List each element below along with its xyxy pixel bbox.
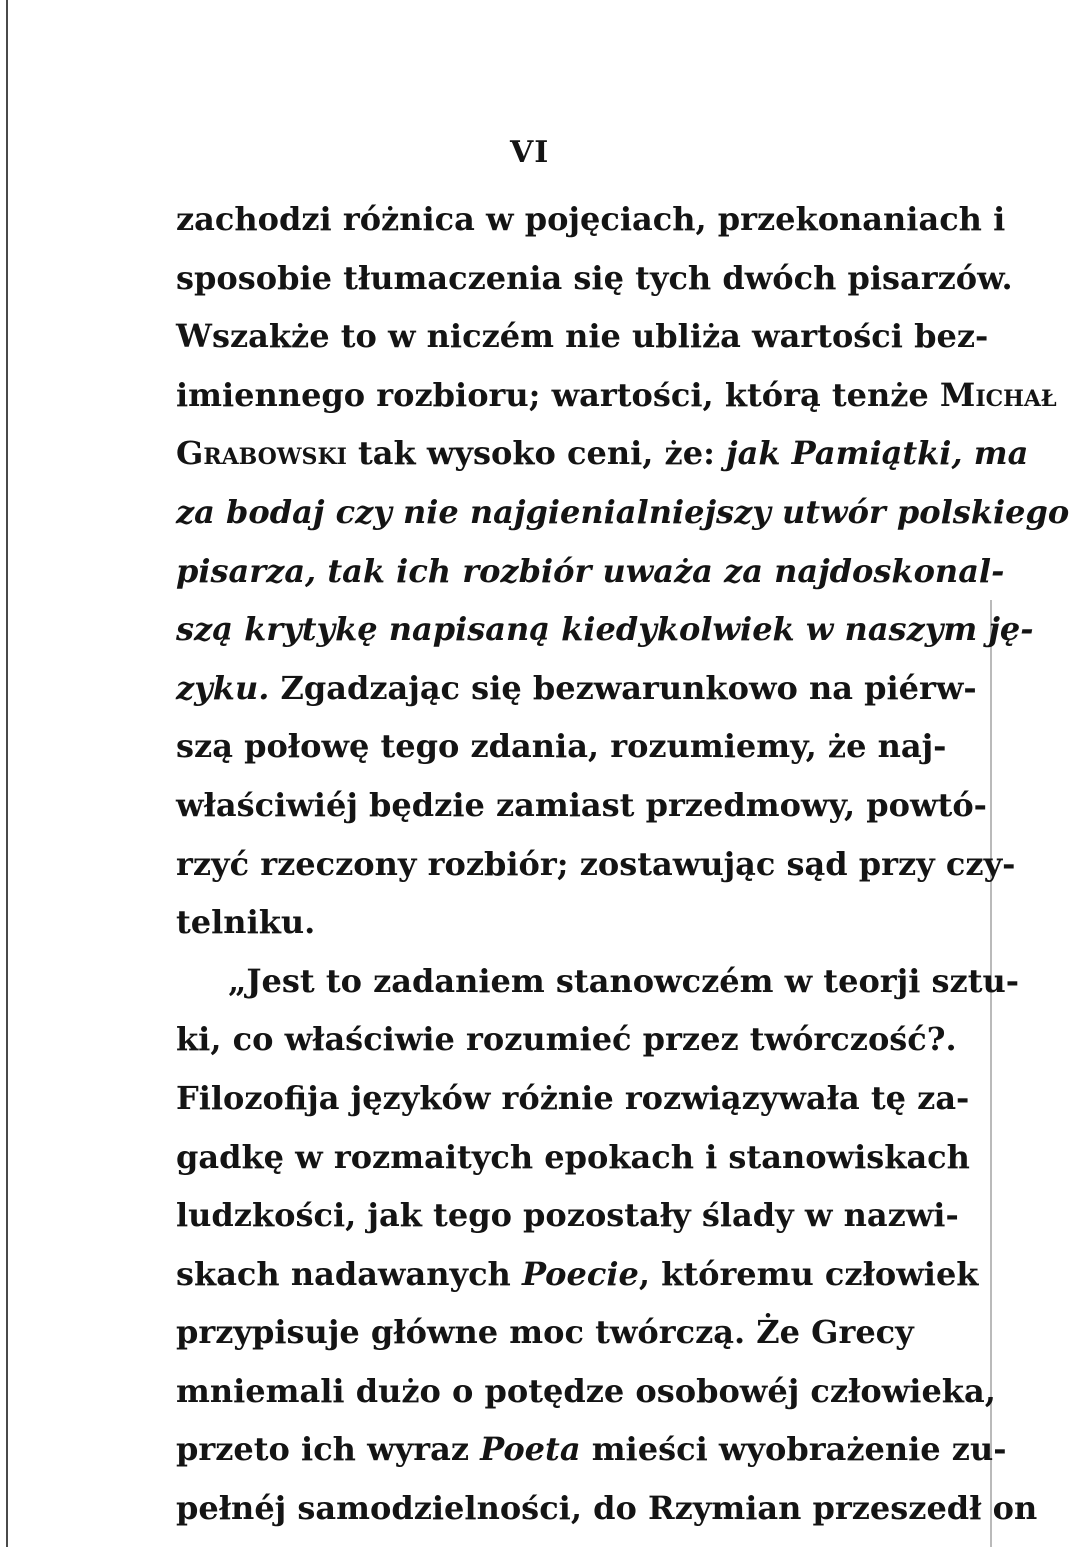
text-line <box>176 1362 996 1421</box>
body-text <box>176 190 1069 1538</box>
text-segment: ki, co właściwie rozumieć przez twórczość?. <box>176 1020 957 1059</box>
text-segment: telniku. <box>176 903 316 942</box>
text-segment: za bodaj czy nie najgienialniejszy utwór polskiego <box>176 492 1069 531</box>
text-line <box>176 1420 1007 1479</box>
text-line <box>176 600 1034 659</box>
text-segment: szą połowę tego zdania, rozumiemy, że naj- <box>176 727 947 766</box>
text-segment: mieści wyobrażenie zu- <box>580 1430 1007 1469</box>
text-segment: skach nadawanych <box>176 1254 522 1293</box>
text-segment: tak wysoko ceni, że: <box>346 434 727 473</box>
text-segment: Poecie <box>521 1254 639 1293</box>
text-segment: rzyć rzeczony rozbiór; zostawując sąd przy czy- <box>176 844 1016 883</box>
text-segment: pisarza, tak ich rozbiór uważa za najdoskonal- <box>176 551 1005 590</box>
text-line <box>176 483 1069 542</box>
text-line <box>176 835 1016 894</box>
text-segment: zyku. <box>176 668 270 707</box>
text-line <box>176 893 880 952</box>
text-segment: zachodzi różnica w pojęciach, przekonaniach i <box>176 200 1006 238</box>
text-line <box>176 952 1020 1011</box>
text-line <box>176 307 989 366</box>
text-segment: Michał <box>939 375 1057 414</box>
text-segment: , któremu człowiek <box>638 1254 979 1293</box>
text-line <box>176 1128 970 1187</box>
text-line <box>176 1479 1038 1538</box>
text-line <box>176 249 1013 308</box>
page-number: VI <box>510 135 550 170</box>
text-segment: szą krytykę napisaną kiedykolwiek w naszym ję- <box>176 610 1034 649</box>
text-segment: Zgadzając się bezwarunkowo na piérw- <box>269 668 977 707</box>
text-segment: mniemali dużo o potędze osobowéj człowieka, <box>176 1371 996 1410</box>
text-line <box>176 190 1006 249</box>
text-segment: przypisuje główne moc twórczą. Że Grecy <box>176 1313 914 1352</box>
text-line <box>176 717 947 776</box>
text-segment: Grabowski <box>176 434 347 473</box>
text-segment: przeto ich wyraz <box>176 1430 481 1469</box>
text-line <box>176 659 977 718</box>
text-segment: jak Pamiątki, ma <box>726 434 1029 473</box>
text-segment: sposobie tłumaczenia się tych dwóch pisarzów. <box>176 258 1013 297</box>
text-segment: Wszakże to w niczém nie ubliża wartości bez- <box>176 317 989 356</box>
text-segment: „Jest to zadaniem stanowczém w teorji sztu- <box>228 961 1020 1000</box>
text-segment: właściwiéj będzie zamiast przedmowy, powtó- <box>176 785 987 824</box>
text-line <box>176 1186 959 1245</box>
text-line <box>176 1010 957 1069</box>
text-segment: Poeta <box>480 1430 581 1469</box>
text-line <box>176 776 987 835</box>
text-segment: imiennego rozbioru; wartości, którą tenże <box>176 375 940 414</box>
text-line <box>176 424 1029 483</box>
text-segment: Filozofija języków różnie rozwiązywała tę za- <box>176 1078 970 1117</box>
text-segment: gadkę w rozmaitych epokach i stanowiskach <box>176 1137 970 1176</box>
text-segment: ludzkości, jak tego pozostały ślady w nazwi- <box>176 1196 959 1235</box>
text-line <box>176 1069 970 1128</box>
page-edge-left <box>6 0 8 1547</box>
text-segment: pełnéj samodzielności, do Rzymian przeszedł on <box>176 1489 1038 1528</box>
text-line <box>176 366 1057 425</box>
text-line <box>176 542 1005 601</box>
text-line <box>176 1245 979 1304</box>
text-line <box>176 1303 914 1362</box>
